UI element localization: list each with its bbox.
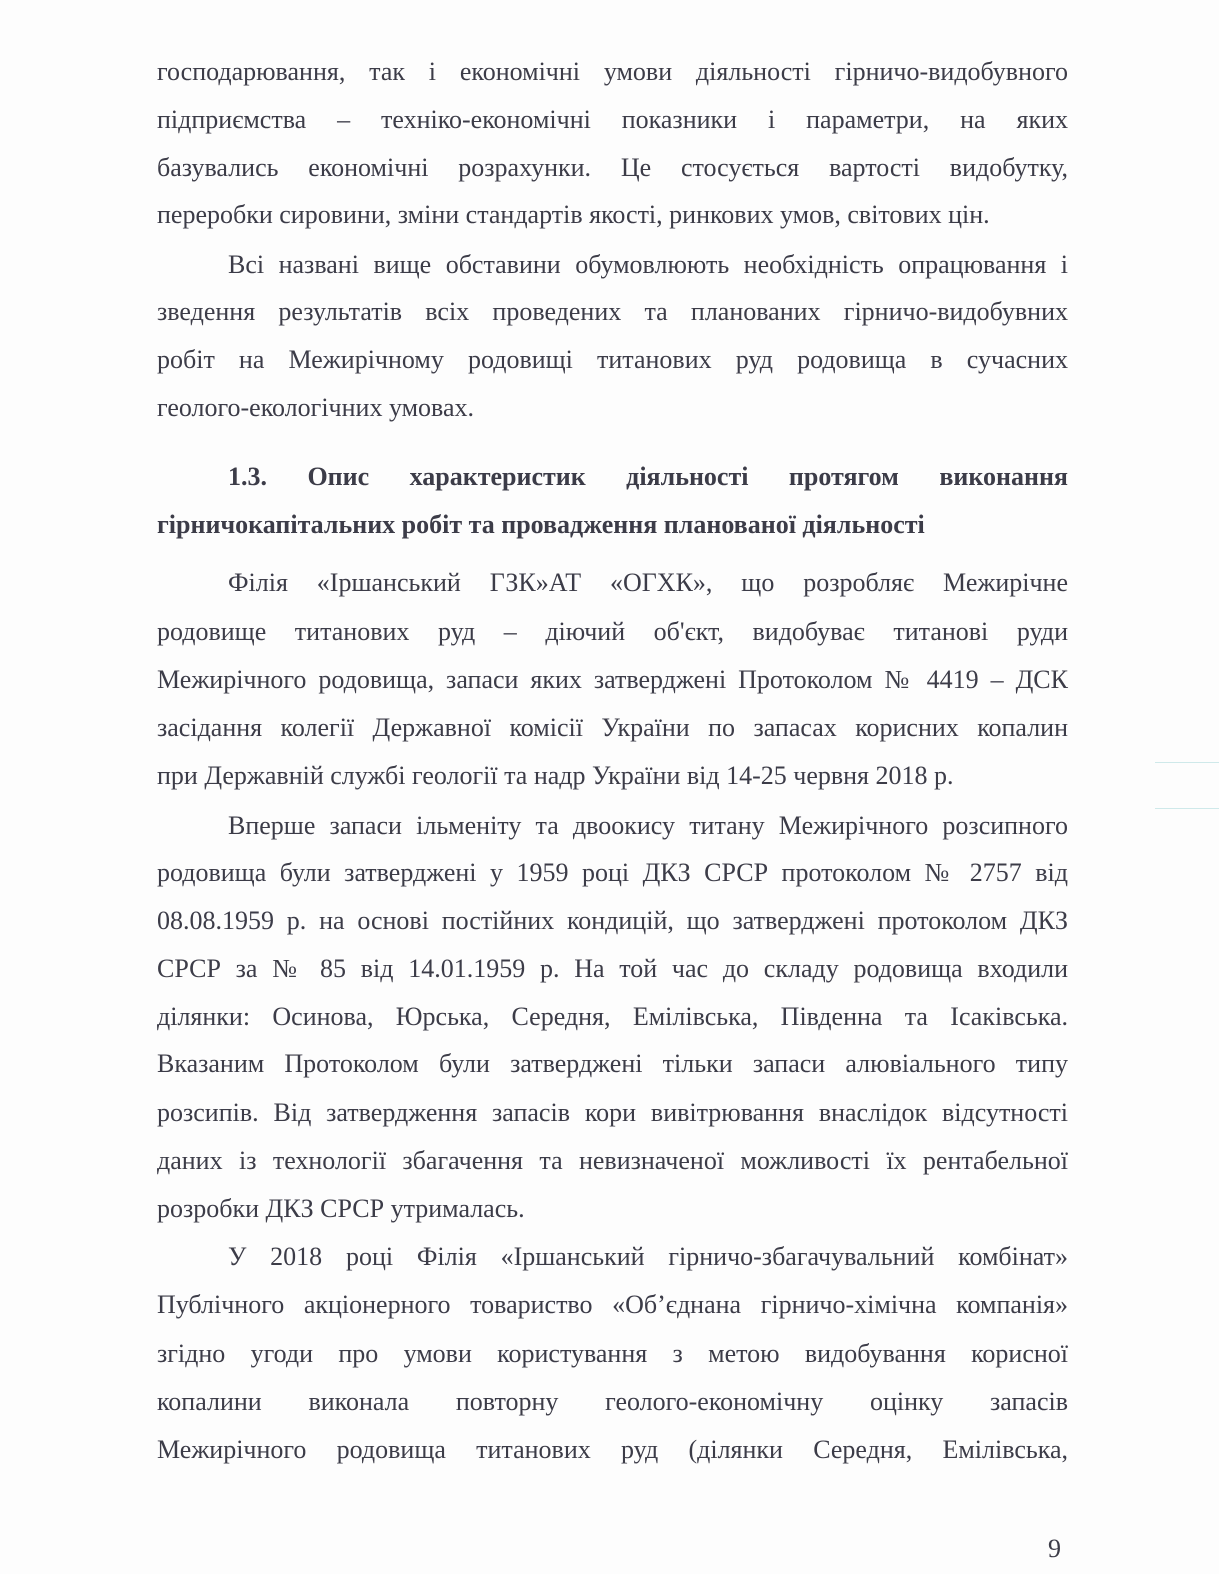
- text-line: при Державній службі геології та надр України від 14-25 червня 2018 р.: [157, 761, 954, 790]
- text-line: Публічного акціонерного товариство «Об’єднана гірничо-хімічна компанія»: [157, 1290, 1068, 1319]
- text-line: базувались економічні розрахунки. Це стосується вартості видобутку,: [157, 153, 1068, 182]
- text-line: Межирічного родовища, запаси яких затверджені Протоколом № 4419 – ДСК: [157, 665, 1068, 694]
- section-heading: 1.3. Опис характеристик діяльності протягом виконання: [228, 462, 1068, 491]
- text-line: згідно угоди про умови користування з метою видобування корисної: [157, 1339, 1068, 1368]
- text-line: родовища були затверджені у 1959 році ДКЗ СРСР протоколом № 2757 від: [157, 858, 1068, 887]
- text-line: Вперше запаси ільменіту та двоокису титану Межирічного розсипного: [228, 811, 1068, 840]
- text-line: 08.08.1959 р. на основі постійних кондицій, що затверджені протоколом ДКЗ: [157, 906, 1068, 935]
- text-line: Межирічного родовища титанових руд (ділянки Середня, Емілівська,: [157, 1435, 1068, 1464]
- text-line: даних із технології збагачення та невизначеної можливості їх рентабельної: [157, 1146, 1068, 1175]
- section-heading: гірничокапітальних робіт та провадження планованої діяльності: [157, 510, 925, 539]
- scan-edge-line: [1155, 762, 1219, 763]
- text-line: розсипів. Від затвердження запасів кори вивітрювання внаслідок відсутності: [157, 1098, 1068, 1127]
- text-line: Вказаним Протоколом були затверджені тільки запаси алювіального типу: [157, 1049, 1068, 1078]
- text-line: засідання колегії Державної комісії України по запасах корисних копалин: [157, 713, 1068, 742]
- text-line: Філія «Іршанський ГЗК»АТ «ОГХК», що розробляє Межирічне: [228, 568, 1068, 597]
- text-line: переробки сировини, зміни стандартів якості, ринкових умов, світових цін.: [157, 200, 990, 229]
- text-line: геолого-екологічних умовах.: [157, 393, 475, 422]
- text-line: робіт на Межирічному родовищі титанових руд родовища в сучасних: [157, 345, 1068, 374]
- text-line: зведення результатів всіх проведених та планованих гірничо-видобувних: [157, 297, 1068, 326]
- text-line: підприємства – техніко-економічні показники і параметри, на яких: [157, 105, 1068, 134]
- text-line: розробки ДКЗ СРСР утрималась.: [157, 1194, 525, 1223]
- page-number: 9: [1048, 1534, 1061, 1563]
- text-line: родовище титанових руд – діючий об'єкт, видобуває титанові руди: [157, 617, 1068, 646]
- text-line: копалини виконала повторну геолого-економічну оцінку запасів: [157, 1387, 1068, 1416]
- text-line: У 2018 році Філія «Іршанський гірничо-збагачувальний комбінат»: [228, 1242, 1068, 1271]
- text-line: Всі названі вище обставини обумовлюють необхідність опрацювання і: [228, 250, 1068, 279]
- text-line: господарювання, так і економічні умови діяльності гірничо-видобувного: [157, 57, 1068, 86]
- text-line: ділянки: Осинова, Юрська, Середня, Емілівська, Південна та Ісаківська.: [157, 1002, 1068, 1031]
- text-line: СРСР за № 85 від 14.01.1959 р. На той час до складу родовища входили: [157, 954, 1068, 983]
- scan-edge-line: [1155, 808, 1219, 809]
